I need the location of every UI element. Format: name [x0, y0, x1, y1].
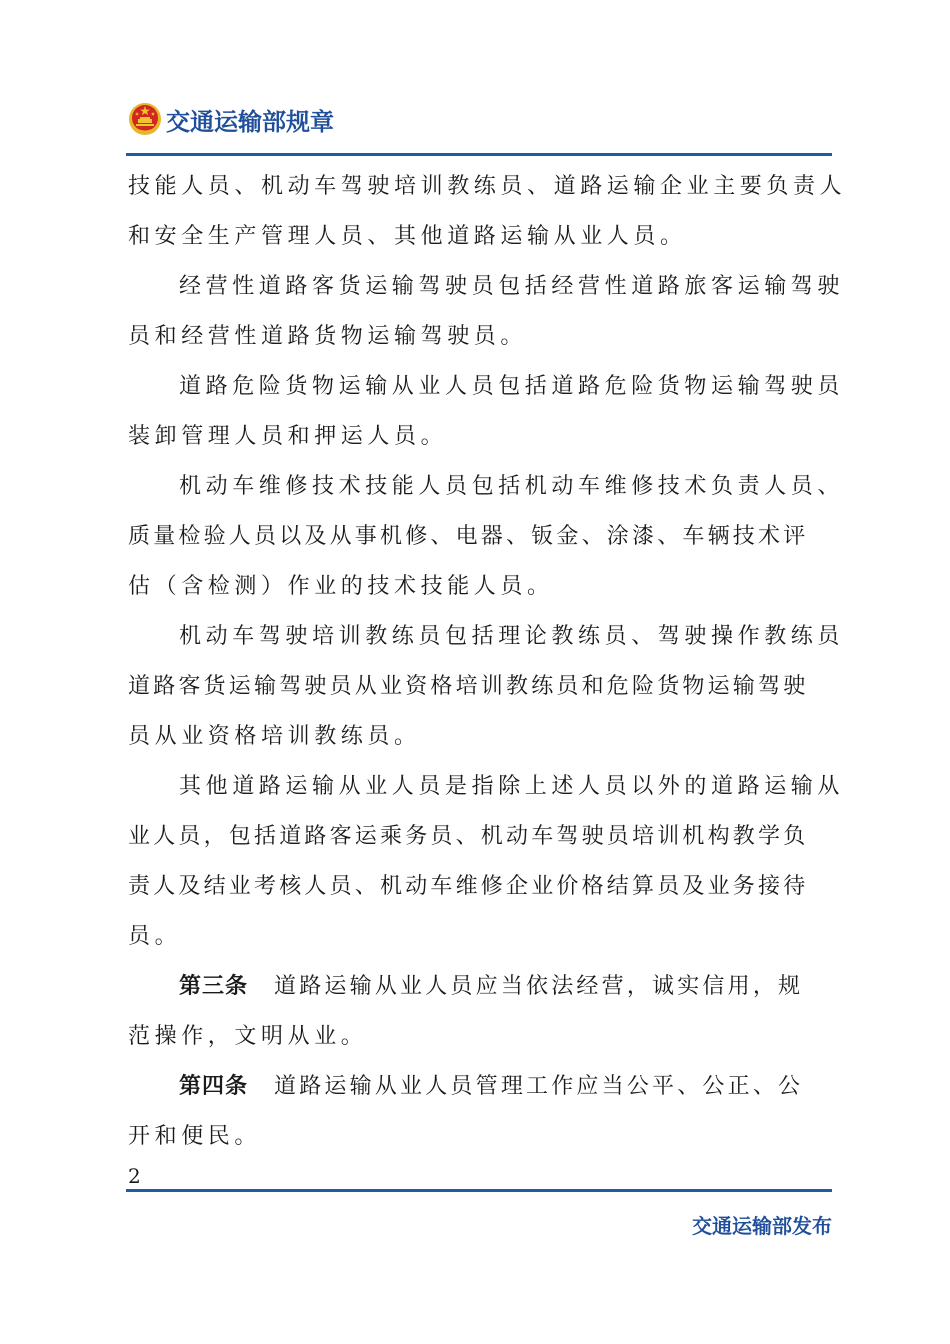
text-line: 和安全生产管理人员、其他道路运输从业人员。 — [128, 224, 687, 249]
page-number: 2 — [128, 1164, 141, 1188]
text-line: 道路客货运输驾驶员从业资格培训教练员和危险货物运输驾驶 — [128, 674, 809, 699]
article-4-label: 第四条 — [179, 1074, 249, 1099]
text-line: 范操作，文明从业。 — [128, 1024, 368, 1049]
paragraph-start: 机动车维修技术技能人员包括机动车维修技术负责人员、 — [179, 474, 845, 499]
article-3 — [128, 962, 832, 1012]
paragraph-start: 道路危险货物运输从业人员包括道路危险货物运输驾驶员 — [179, 374, 845, 399]
paragraph-start: 其他道路运输从业人员是指除上述人员以外的道路运输从 — [179, 774, 845, 799]
text-line: 技能人员、机动车驾驶培训教练员、道路运输企业主要负责人 — [128, 174, 847, 199]
header-divider — [126, 153, 832, 156]
article-3-label: 第三条 — [179, 974, 249, 999]
footer-divider — [126, 1189, 832, 1192]
national-emblem-icon — [128, 102, 162, 136]
text-line: 质量检验人员以及从事机修、电器、钣金、涂漆、车辆技术评 — [128, 524, 809, 549]
page-header — [128, 98, 334, 140]
article-4-text: 道路运输从业人员管理工作应当公平、公正、公 — [274, 1074, 804, 1099]
paragraph-start: 机动车驾驶培训教练员包括理论教练员、驾驶操作教练员 — [179, 624, 845, 649]
text-line: 开和便民。 — [128, 1124, 262, 1149]
article-4 — [128, 1062, 832, 1112]
text-line: 责人及结业考核人员、机动车维修企业价格结算员及业务接待 — [128, 874, 809, 899]
document-body — [128, 162, 847, 1162]
header-title: 交通运输部规章 — [166, 107, 334, 136]
footer-publisher: 交通运输部发布 — [692, 1214, 832, 1238]
text-line: 估（含检测）作业的技术技能人员。 — [128, 574, 554, 599]
text-line: 装卸管理人员和押运人员。 — [128, 424, 448, 449]
text-line: 业人员，包括道路客运乘务员、机动车驾驶员培训机构教学负 — [128, 824, 809, 849]
paragraph-start: 经营性道路客货运输驾驶员包括经营性道路旅客运输驾驶 — [179, 274, 845, 299]
text-line: 员。 — [128, 924, 182, 949]
text-line: 员从业资格培训教练员。 — [128, 724, 421, 749]
text-line: 员和经营性道路货物运输驾驶员。 — [128, 324, 528, 349]
article-3-text: 道路运输从业人员应当依法经营，诚实信用，规 — [274, 974, 804, 999]
